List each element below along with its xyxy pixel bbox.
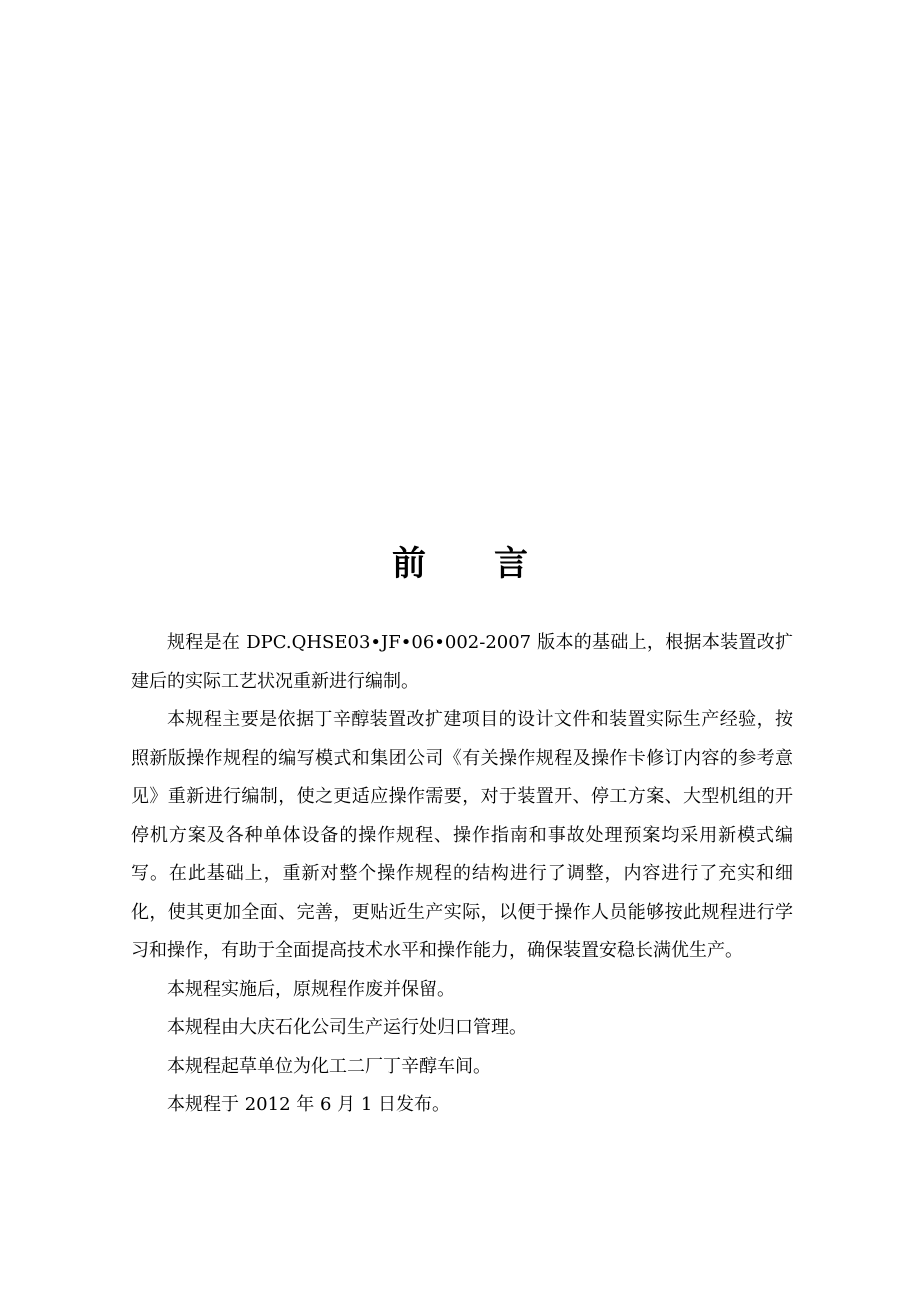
title-char-2: 言 [494, 544, 528, 584]
page-title [0, 536, 920, 585]
title-char-1: 前 [392, 544, 426, 584]
paragraph-main: 本规程主要是依据丁辛醇装置改扩建项目的设计文件和装置实际生产经验，按照新版操作规程的编写模式和集团公司《有关操作规程及操作卡修订内容的参考意见》重新进行编制，使之更适应操作需要，对于装置开、停工方案、大型机组的开停机方案及各种单体设备的操作规程、操作指南和事故处理预案均采用新模式编写。在此基础上，重新对整个操作规程的结构进行了调整，内容进行了充实和细化，使其更加全面、完善，更贴近生产实际，以便于操作人员能够按此规程进行学习和操作，有助于全面提高技术水平和操作能力，确保装置安稳长满优生产。 [131, 709, 793, 961]
paragraph-drafter: 本规程起草单位为化工二厂丁辛醇车间。 [167, 1055, 491, 1077]
paragraph-supersede: 本规程实施后，原规程作废并保留。 [167, 978, 455, 1000]
paragraph-management: 本规程由大庆石化公司生产运行处归口管理。 [167, 1017, 527, 1038]
paragraph-release-date: 本规程于 2012 年 6 月 1 日发布。 [167, 1094, 451, 1115]
preface-body [131, 624, 793, 1125]
paragraph-basis: 规程是在 DPC.QHSE03•JF•06•002-2007 版本的基础上，根据本装置改扩建后的实际工艺状况重新进行编制。 [131, 632, 793, 692]
